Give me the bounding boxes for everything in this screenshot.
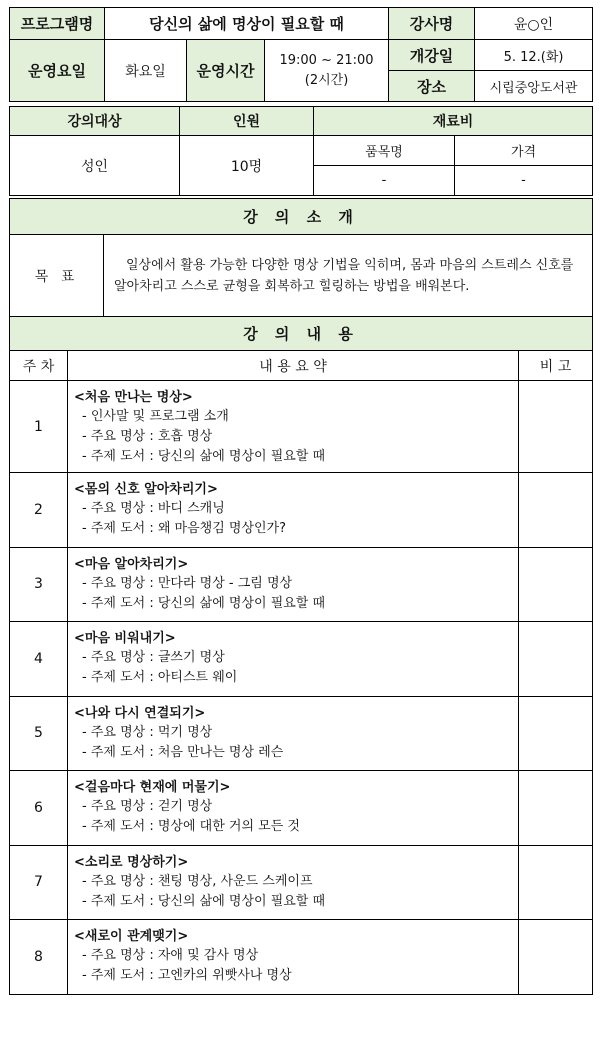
week-item: - 주요 명상 : 만다라 명상 - 그림 명상 xyxy=(82,575,293,591)
time-label: 운영시간 xyxy=(187,40,265,102)
week-note xyxy=(519,547,593,622)
program-info-table xyxy=(9,7,593,102)
program-name-label: 프로그램명 xyxy=(10,8,105,40)
week-number: 6 xyxy=(10,771,68,846)
start-date: 5. 12.(화) xyxy=(475,40,593,71)
week-item: - 주제 도서 : 처음 만나는 명상 레슨 xyxy=(82,744,284,760)
week-row xyxy=(10,696,593,771)
place-label: 장소 xyxy=(389,71,475,102)
week-summary xyxy=(68,547,519,622)
week-item: - 주요 명상 : 먹기 명상 xyxy=(82,724,213,740)
week-number: 1 xyxy=(10,381,68,473)
week-title: <나와 다시 연결되기> xyxy=(74,705,206,721)
week-note xyxy=(519,920,593,995)
week-note xyxy=(519,845,593,920)
week-row xyxy=(10,845,593,920)
week-row xyxy=(10,381,593,473)
week-row xyxy=(10,473,593,548)
week-title: <몸의 신호 알아차리기> xyxy=(74,482,218,497)
count-value: 10명 xyxy=(180,136,314,196)
time-value xyxy=(265,40,389,102)
content-table xyxy=(9,316,593,995)
day-value: 화요일 xyxy=(105,40,187,102)
week-note xyxy=(519,381,593,473)
instructor-label: 강사명 xyxy=(389,8,475,40)
instructor-name: 윤○인 xyxy=(475,8,593,40)
week-item: - 주요 명상 : 호흡 명상 xyxy=(82,429,213,444)
week-title: <마음 비워내기> xyxy=(74,631,176,646)
intro-title: 강 의 소 개 xyxy=(10,199,593,235)
week-number: 5 xyxy=(10,696,68,771)
week-summary xyxy=(68,622,519,697)
target-label: 강의대상 xyxy=(10,107,180,136)
week-summary xyxy=(68,473,519,548)
material-label: 재료비 xyxy=(314,107,593,136)
week-item: - 주제 도서 : 당신의 삶에 명상이 필요할 때 xyxy=(82,595,326,611)
program-name: 당신의 삶에 명상이 필요할 때 xyxy=(105,8,389,40)
week-item: - 주제 도서 : 왜 마음챙김 명상인가? xyxy=(82,521,287,536)
week-item: - 주제 도서 : 명상에 대한 거의 모든 것 xyxy=(82,819,300,834)
week-title: <소리로 명상하기> xyxy=(74,854,189,870)
week-summary xyxy=(68,696,519,771)
intro-table xyxy=(9,198,593,317)
week-item: - 주요 명상 : 걷기 명상 xyxy=(82,799,213,814)
weeks-body xyxy=(10,381,593,995)
place-value: 시립중앙도서관 xyxy=(475,71,593,102)
week-summary xyxy=(68,920,519,995)
price-value: - xyxy=(455,166,593,196)
price-label: 가격 xyxy=(455,136,593,166)
note-header: 비 고 xyxy=(519,351,593,381)
week-summary xyxy=(68,845,519,920)
week-row xyxy=(10,622,593,697)
week-item: - 인사말 및 프로그램 소개 xyxy=(82,409,229,424)
week-item: - 주제 도서 : 당신의 삶에 명상이 필요할 때 xyxy=(82,449,326,464)
week-title: <처음 만나는 명상> xyxy=(74,390,193,405)
week-number: 8 xyxy=(10,920,68,995)
week-summary xyxy=(68,771,519,846)
content-title: 강 의 내 용 xyxy=(10,317,593,351)
goal-text: 일상에서 활용 가능한 다양한 명상 기법을 익히며, 몸과 마음의 스트레스 신호를 알아차리고 스스로 균형을 회복하고 힐링하는 방법을 배워본다. xyxy=(104,235,593,317)
week-summary xyxy=(68,381,519,473)
week-title: <새로이 관계맺기> xyxy=(74,929,189,944)
week-note xyxy=(519,771,593,846)
target-value: 성인 xyxy=(10,136,180,196)
week-item: - 주제 도서 : 아티스트 웨이 xyxy=(82,670,238,685)
week-header: 주 차 xyxy=(10,351,68,381)
summary-header: 내 용 요 약 xyxy=(68,351,519,381)
start-date-label: 개강일 xyxy=(389,40,475,71)
week-row xyxy=(10,920,593,995)
week-number: 3 xyxy=(10,547,68,622)
week-item: - 주요 명상 : 바디 스캐닝 xyxy=(82,501,225,516)
week-item: - 주제 도서 : 고엔카의 위빳사나 명상 xyxy=(82,968,292,983)
week-item: - 주제 도서 : 당신의 삶에 명상이 필요할 때 xyxy=(82,893,326,909)
item-name-label: 품목명 xyxy=(314,136,455,166)
count-label: 인원 xyxy=(180,107,314,136)
week-item: - 주요 명상 : 글쓰기 명상 xyxy=(82,650,225,665)
week-title: <마음 알아차리기> xyxy=(74,556,189,572)
time-range: 19:00 ~ 21:00 xyxy=(279,52,374,68)
week-number: 2 xyxy=(10,473,68,548)
day-label: 운영요일 xyxy=(10,40,105,102)
week-item: - 주요 명상 : 챈팅 명상, 사운드 스케이프 xyxy=(82,873,313,889)
week-row xyxy=(10,771,593,846)
week-number: 4 xyxy=(10,622,68,697)
week-note xyxy=(519,696,593,771)
week-note xyxy=(519,473,593,548)
time-duration: (2시간) xyxy=(304,72,349,88)
week-number: 7 xyxy=(10,845,68,920)
week-title: <걸음마다 현재에 머물기> xyxy=(74,780,231,795)
item-name-value: - xyxy=(314,166,455,196)
week-item: - 주요 명상 : 자애 및 감사 명상 xyxy=(82,948,259,963)
week-row xyxy=(10,547,593,622)
audience-table xyxy=(9,106,593,196)
week-note xyxy=(519,622,593,697)
goal-label: 목 표 xyxy=(10,235,104,317)
